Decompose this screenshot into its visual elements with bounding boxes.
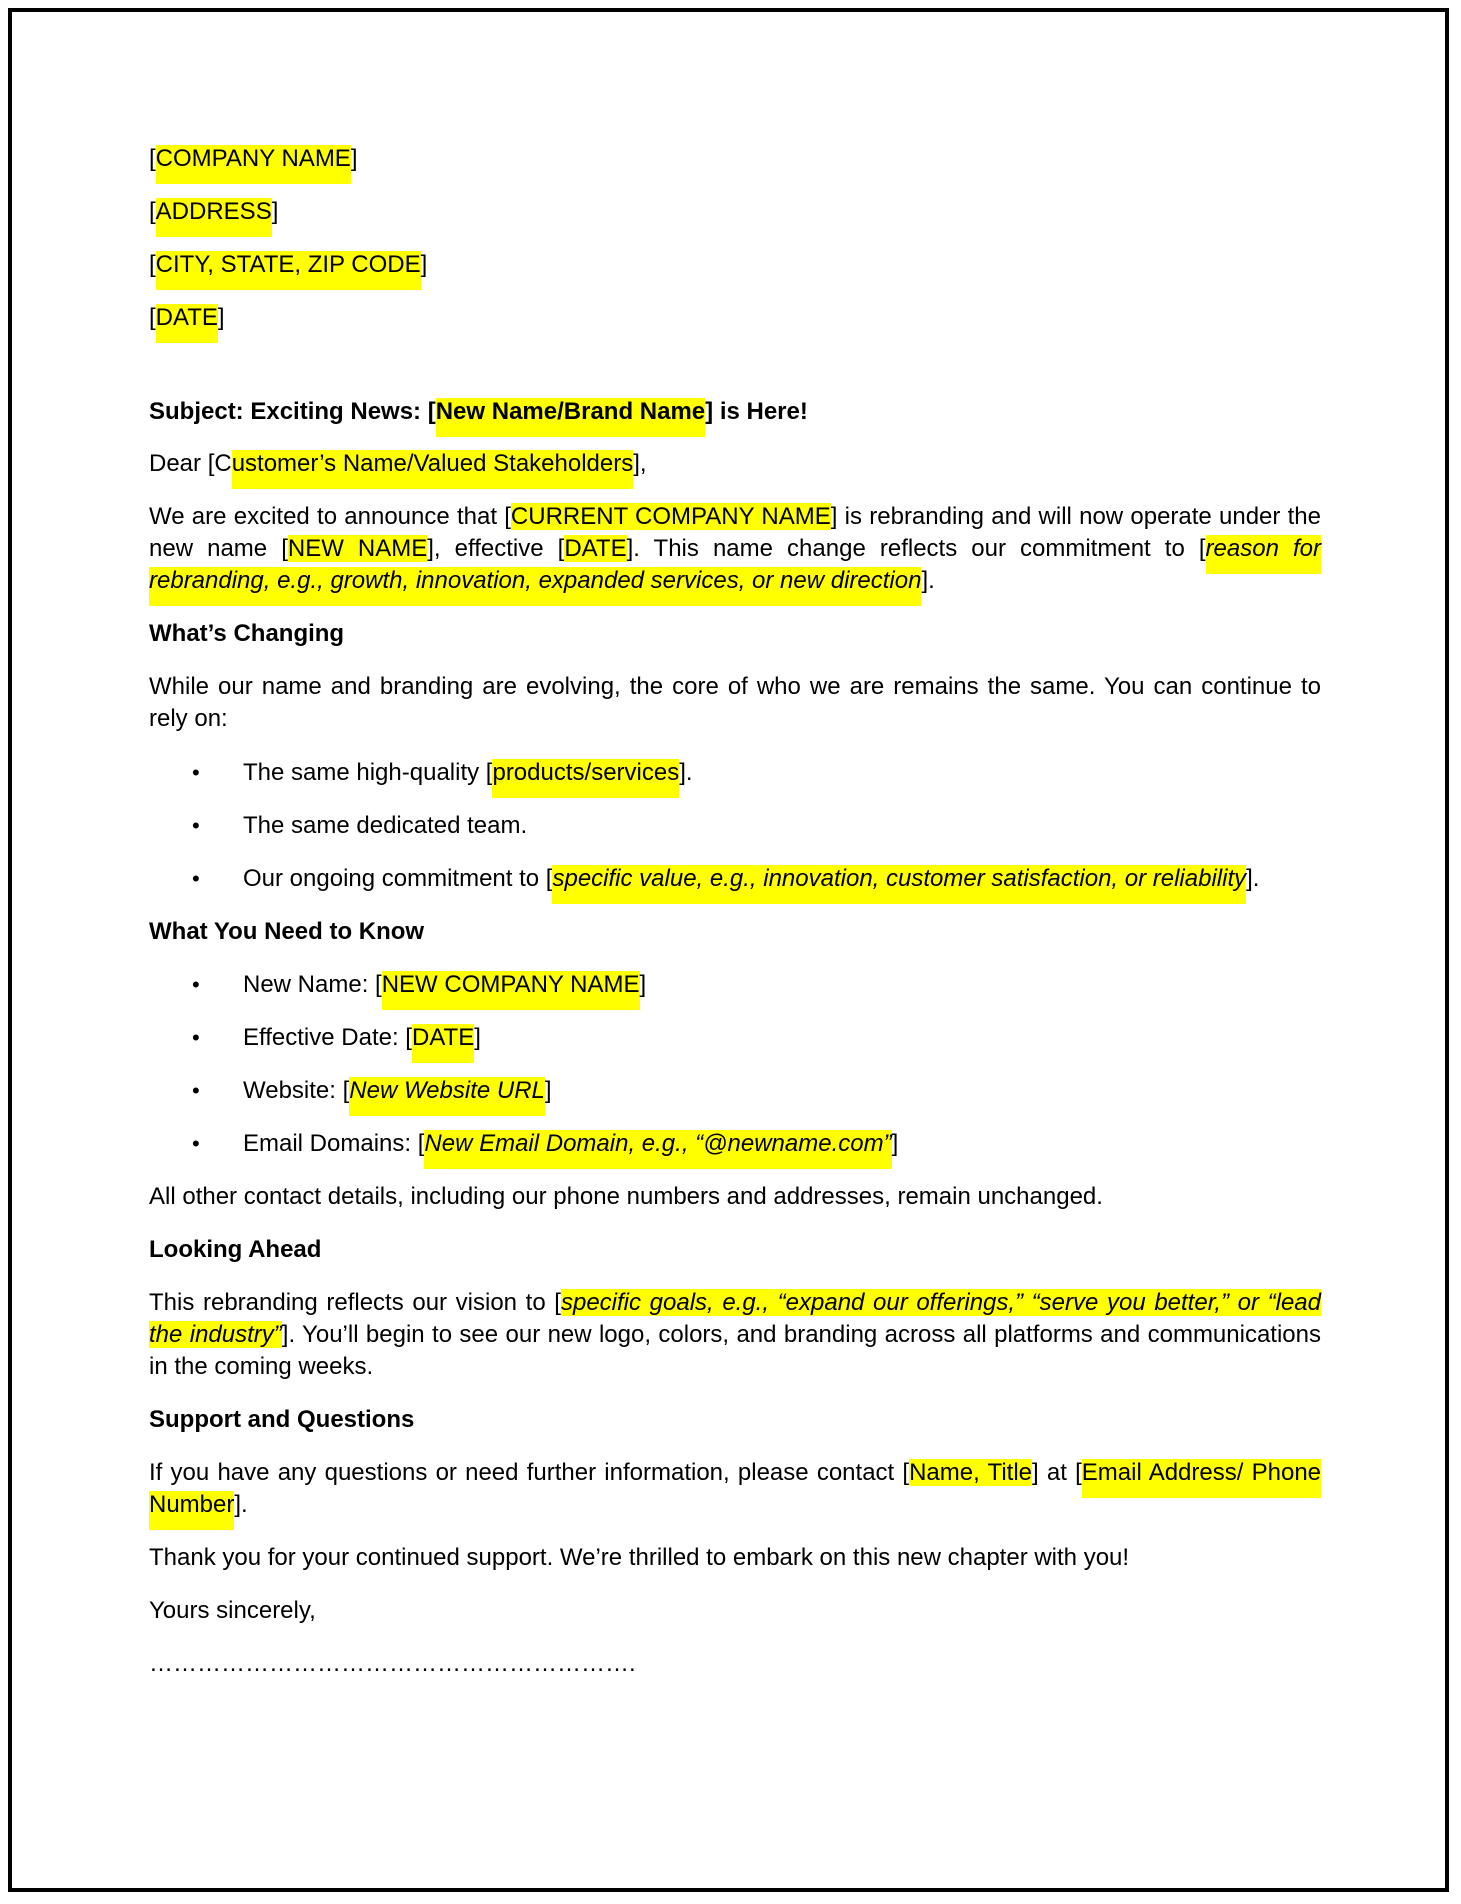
specific-value-placeholder: specific value, e.g., innovation, customer satisfaction, or reliability xyxy=(552,865,1246,904)
need-to-know-list xyxy=(149,969,1321,1160)
bullet-icon: • xyxy=(192,1078,200,1103)
city-state-zip-line: [CITY, STATE, ZIP CODE] xyxy=(149,249,1321,302)
looking-ahead-heading: Looking Ahead xyxy=(149,1236,322,1263)
new-company-name-placeholder: NEW COMPANY NAME xyxy=(382,971,640,1010)
list-item: • Website: [New Website URL] xyxy=(149,1075,1321,1107)
email-domain-placeholder: New Email Domain, e.g., “@newname.com” xyxy=(424,1130,891,1169)
bullet-icon: • xyxy=(192,760,200,785)
contact-name-placeholder: Name, Title xyxy=(909,1459,1033,1486)
changing-list xyxy=(149,757,1321,895)
effective-date-placeholder: DATE xyxy=(564,535,627,562)
bullet-icon: • xyxy=(192,866,200,891)
signature-line: ……………………………………………………. xyxy=(149,1650,636,1677)
list-item: • New Name: [NEW COMPANY NAME] xyxy=(149,969,1321,1001)
products-services-placeholder: products/services xyxy=(492,759,679,798)
looking-ahead-paragraph: This rebranding reflects our vision to [specific goals, e.g., “expand our offerings,” “serve you better,” or “lead the industry”]. You’ll begin to see our new logo, colors, and branding across all platforms and communications in the coming weeks. xyxy=(149,1289,1322,1380)
address-line: [ADDRESS] xyxy=(149,196,1321,249)
date-line: [DATE] xyxy=(149,302,1321,355)
sign-off: Yours sincerely, xyxy=(149,1597,316,1624)
contact-email-phone-placeholder: Email Address/ Phone Number xyxy=(149,1459,1321,1530)
greeting-placeholder: ustomer’s Name/Valued Stakeholders xyxy=(232,450,634,489)
city-state-zip-placeholder: CITY, STATE, ZIP CODE xyxy=(156,251,421,290)
list-item: • The same high-quality [products/services]. xyxy=(149,757,1321,789)
contact-details-unchanged: All other contact details, including our phone numbers and addresses, remain unchanged. xyxy=(149,1183,1103,1210)
reason-placeholder: reason for rebranding, e.g., growth, innovation, expanded services, or new direction xyxy=(149,535,1321,606)
company-name-line: [COMPANY NAME] xyxy=(149,143,1321,196)
bullet-icon: • xyxy=(192,972,200,997)
document-page xyxy=(8,8,1449,1892)
date-placeholder: DATE xyxy=(156,304,218,343)
letter-body xyxy=(149,143,1321,1680)
intro-paragraph: We are excited to announce that [CURRENT COMPANY NAME] is rebranding and will now operate under the new name [NEW NAME], effective [DATE]. This name change reflects our commitment to [reason for rebranding, e.g., growth, innovation, expanded services, or new direction]. xyxy=(149,501,1321,597)
greeting: Dear [Customer’s Name/Valued Stakeholders], xyxy=(149,448,1321,501)
effective-date-item-placeholder: DATE xyxy=(412,1024,474,1063)
support-heading: Support and Questions xyxy=(149,1406,415,1433)
company-name-placeholder: COMPANY NAME xyxy=(156,145,351,184)
support-paragraph: If you have any questions or need further information, please contact [Name, Title] at [Email Address/ Phone Number]. xyxy=(149,1457,1321,1521)
bullet-icon: • xyxy=(192,1025,200,1050)
subject-placeholder: New Name/Brand Name xyxy=(436,398,705,437)
list-item: • Our ongoing commitment to [specific value, e.g., innovation, customer satisfaction, or reliability]. xyxy=(149,863,1321,895)
address-block xyxy=(149,143,1321,355)
current-company-placeholder: CURRENT COMPANY NAME xyxy=(510,503,831,530)
need-to-know-heading: What You Need to Know xyxy=(149,918,425,945)
bullet-icon: • xyxy=(192,1131,200,1156)
new-name-placeholder: NEW NAME xyxy=(287,535,428,562)
thank-you-line: Thank you for your continued support. We’re thrilled to embark on this new chapter with you! xyxy=(149,1544,1130,1571)
list-item: • Email Domains: [New Email Domain, e.g., “@newname.com”] xyxy=(149,1128,1321,1160)
address-placeholder: ADDRESS xyxy=(156,198,272,237)
whats-changing-body: While our name and branding are evolving, the core of who we are remains the same. You can continue to rely on: xyxy=(149,673,1321,732)
website-placeholder: New Website URL xyxy=(349,1077,545,1116)
bullet-icon: • xyxy=(192,813,200,838)
specific-goals-placeholder: specific goals, e.g., “expand our offerings,” “serve you better,” or “lead the industry” xyxy=(149,1289,1321,1348)
list-item: • The same dedicated team. xyxy=(149,810,1321,842)
whats-changing-heading: What’s Changing xyxy=(149,620,345,647)
list-item: • Effective Date: [DATE] xyxy=(149,1022,1321,1054)
subject-line: Subject: Exciting News: [New Name/Brand Name] is Here! xyxy=(149,396,1321,448)
